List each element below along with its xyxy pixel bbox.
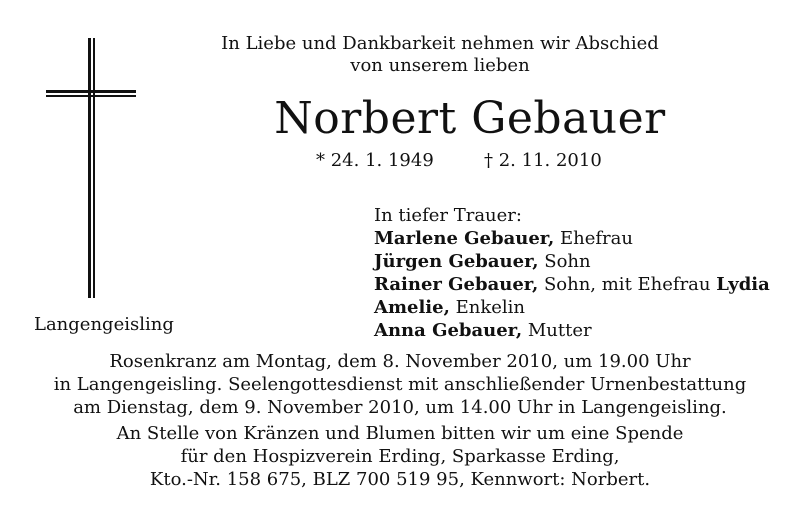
mourner-relation: Enkelin bbox=[449, 297, 525, 318]
mourner-entry bbox=[374, 227, 770, 250]
donation-line: Kto.-Nr. 158 675, BLZ 700 519 95, Kennwort: Norbert. bbox=[149, 469, 651, 490]
mourner-entry bbox=[374, 273, 770, 296]
death-date: † 2. 11. 2010 bbox=[484, 150, 602, 171]
mourner-entry bbox=[374, 319, 770, 342]
cross-icon bbox=[46, 38, 136, 298]
intro-line-2: von unserem lieben bbox=[350, 55, 530, 76]
mourner-relation: Sohn bbox=[538, 251, 591, 272]
mourners-heading: In tiefer Trauer: bbox=[374, 205, 522, 226]
mourner-entry bbox=[374, 250, 770, 273]
place-name: Langengeisling bbox=[34, 314, 174, 335]
donation-text bbox=[20, 422, 780, 491]
donation-line: An Stelle von Kränzen und Blumen bitten wir um eine Spende bbox=[116, 423, 684, 444]
mourners-block bbox=[374, 204, 770, 342]
intro-line-1: In Liebe und Dankbarkeit nehmen wir Abschied bbox=[221, 33, 659, 54]
deceased-name: Norbert Gebauer bbox=[274, 93, 666, 144]
mourner-name: Jürgen Gebauer, bbox=[374, 251, 539, 272]
birth-date: * 24. 1. 1949 bbox=[316, 150, 434, 171]
services-line: Rosenkranz am Montag, dem 8. November 2010, um 19.00 Uhr bbox=[109, 351, 691, 372]
mourner-relation: Mutter bbox=[522, 320, 592, 341]
mourner-relation: Sohn, mit Ehefrau bbox=[538, 274, 717, 295]
donation-line: für den Hospizverein Erding, Sparkasse Erding, bbox=[180, 446, 620, 467]
services-line: in Langengeisling. Seelengottesdienst mit anschließender Urnenbestattung bbox=[53, 374, 747, 395]
services-text bbox=[20, 350, 780, 419]
mourner-relation: Ehefrau bbox=[554, 228, 633, 249]
services-line: am Dienstag, dem 9. November 2010, um 14.00 Uhr in Langengeisling. bbox=[73, 397, 727, 418]
mourner-name: Marlene Gebauer, bbox=[374, 228, 555, 249]
mourner-name: Amelie, bbox=[374, 297, 450, 318]
mourner-spouse-name: Lydia bbox=[716, 274, 770, 295]
mourner-entry bbox=[374, 296, 770, 319]
mourner-name: Rainer Gebauer, bbox=[374, 274, 539, 295]
mourner-name: Anna Gebauer, bbox=[374, 320, 523, 341]
